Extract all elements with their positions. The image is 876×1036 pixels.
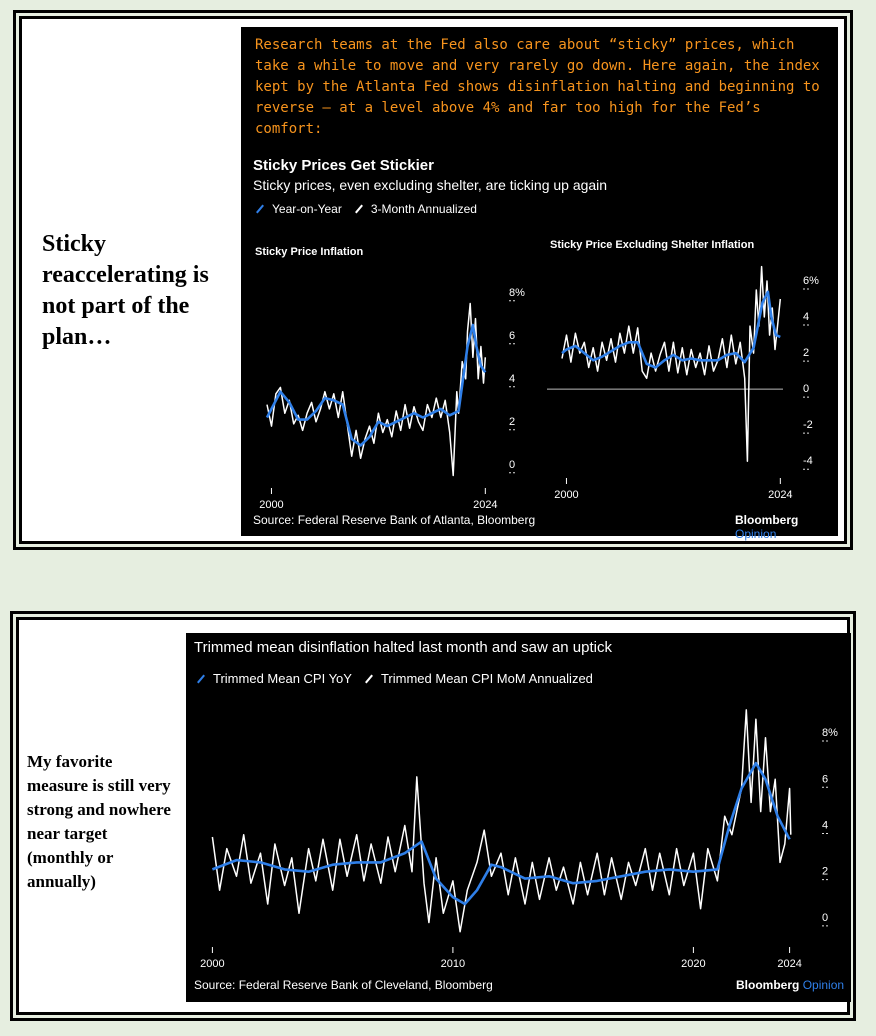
source-note: Source: Federal Reserve Bank of Cleveland, Bloomberg: [194, 978, 493, 992]
x-tick-label: 2024: [768, 489, 793, 501]
x-tick-label: 2000: [200, 958, 225, 970]
series-line-annualized: [212, 710, 790, 932]
legend-item-yoy: Trimmed Mean CPI YoY: [196, 671, 352, 686]
series-line-annualized: [562, 267, 780, 462]
chart-subtitle: Sticky Price Inflation: [255, 246, 364, 258]
x-tick-label: 2000: [554, 489, 579, 501]
y-tick-label: 4: [822, 819, 829, 832]
slide-panel-sticky: [19, 16, 847, 544]
chart-card: [241, 27, 838, 541]
y-tick-label: 6%: [803, 275, 819, 288]
chart-title: Trimmed mean disinflation halted last month and saw an uptick: [194, 639, 612, 656]
brand-logo: Bloomberg Opinion: [736, 978, 845, 992]
y-tick-label: 0: [822, 911, 829, 924]
chart-subtitle: Sticky prices, even excluding shelter, are ticking up again: [253, 177, 608, 193]
side-caption: Sticky reaccelerating is not part of the plan…: [42, 231, 209, 350]
y-tick-label: 2: [803, 347, 810, 360]
slide-panel-trimmed-mean: [16, 617, 850, 1015]
series-line-annualized: [267, 304, 485, 476]
legend-item-3m: 3-Month Annualized: [354, 202, 477, 216]
y-tick-label: 0: [509, 458, 516, 471]
y-tick-label: 4: [509, 372, 516, 385]
chart-card: [186, 633, 851, 1002]
legend-item-mom: Trimmed Mean CPI MoM Annualized: [364, 671, 593, 686]
brand-logo: Bloomberg Opinion: [735, 513, 799, 541]
chart-subtitle: Sticky Price Excluding Shelter Inflation: [550, 239, 755, 251]
y-tick-label: 0: [803, 383, 810, 396]
chart-sticky-price: [241, 27, 838, 536]
y-tick-label: 2: [822, 865, 829, 878]
y-tick-label: 6: [509, 329, 516, 342]
chart-title: Sticky Prices Get Stickier: [253, 157, 434, 174]
x-tick-label: 2024: [777, 958, 802, 970]
source-note: Source: Federal Reserve Bank of Atlanta, Bloomberg: [253, 513, 536, 527]
x-tick-label: 2024: [473, 499, 498, 511]
side-caption: My favorite measure is still very strong and nowhere near target (monthly or annually): [27, 752, 171, 891]
x-tick-label: 2010: [440, 958, 466, 970]
legend-item-yoy: Year-on-Year: [255, 202, 342, 216]
x-tick-label: 2000: [259, 499, 284, 511]
y-tick-label: 6: [822, 773, 829, 786]
y-tick-label: -4: [803, 455, 813, 468]
y-tick-label: 2: [509, 415, 516, 428]
y-tick-label: -2: [803, 419, 813, 432]
series-line-yoy: [267, 325, 485, 445]
x-tick-label: 2020: [681, 958, 706, 970]
y-tick-label: 4: [803, 311, 810, 324]
y-tick-label: 8%: [509, 286, 525, 299]
intro-text: Research teams at the Fed also care about “sticky” prices, which take a while to move and very rarely go down. Here again, the index kept by the Atlanta Fed shows disinflation halting and beginning to reverse – at a level above 4% and far too high for the Fed’s comfort:: [255, 37, 820, 137]
chart-trimmed-mean: [186, 633, 851, 1002]
y-tick-label: 8%: [822, 727, 838, 740]
